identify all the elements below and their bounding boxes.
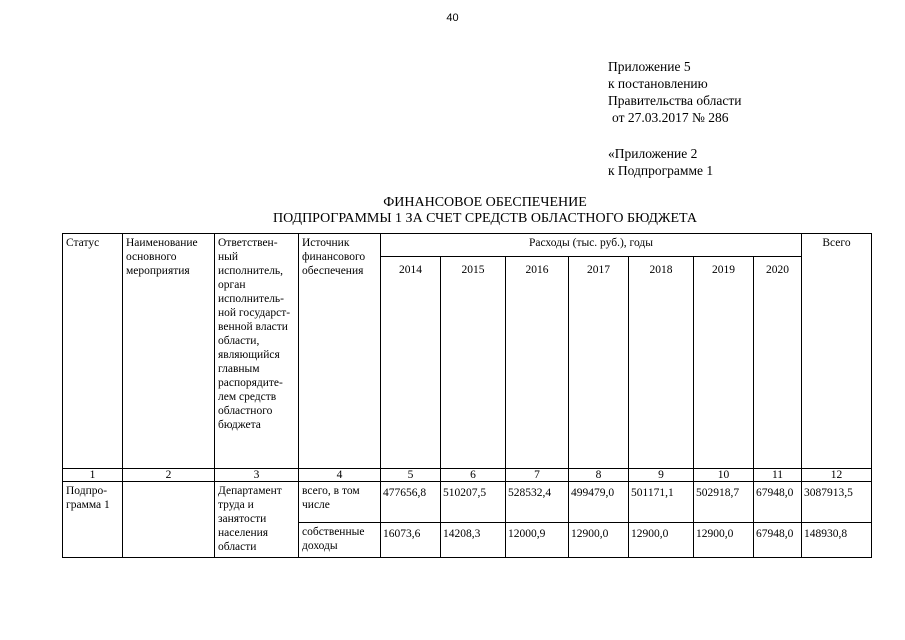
column-number: 5: [381, 469, 441, 482]
appendix-line-1: Приложение 5: [608, 59, 691, 74]
header-status: Статус: [63, 234, 123, 469]
table-row: [63, 482, 872, 523]
name-cell: [123, 482, 215, 558]
value-cell: 16073,6: [381, 523, 441, 558]
title-line-2: ПОДПРОГРАММЫ 1 ЗА СЧЕТ СРЕДСТВ ОБЛАСТНОГО БЮДЖЕТА: [273, 211, 697, 226]
value-cell: 12900,0: [629, 523, 694, 558]
appendix2-line-2: к Подпрограмме 1: [608, 163, 714, 178]
column-number: 4: [299, 469, 381, 482]
header-row-top: [63, 234, 872, 257]
source-cell: всего, в том числе: [299, 482, 381, 523]
value-cell: 12900,0: [694, 523, 754, 558]
value-cell: 510207,5: [441, 482, 506, 523]
appendix2-block: [608, 145, 713, 179]
column-number: 6: [441, 469, 506, 482]
appendix-line-4: от 27.03.2017 № 286: [612, 110, 729, 125]
page-number: 40: [446, 12, 459, 24]
year-cell: 2019: [694, 257, 754, 469]
value-cell: 501171,1: [629, 482, 694, 523]
header-name: Наименование основного мероприятия: [123, 234, 215, 469]
document-title: [200, 195, 770, 227]
column-number: 9: [629, 469, 694, 482]
value-cell: 528532,4: [506, 482, 569, 523]
value-cell: 477656,8: [381, 482, 441, 523]
column-number: 3: [215, 469, 299, 482]
year-cell: 2014: [381, 257, 441, 469]
responsible-cell: Департамент труда и занятости населения области: [215, 482, 299, 558]
value-cell: 502918,7: [694, 482, 754, 523]
title-line-1: ФИНАНСОВОЕ ОБЕСПЕЧЕНИЕ: [383, 195, 587, 210]
value-cell: 499479,0: [569, 482, 629, 523]
appendix-block: [608, 58, 741, 126]
header-total: Всего: [802, 234, 872, 469]
column-number-row: [63, 469, 872, 482]
year-cell: 2017: [569, 257, 629, 469]
value-cell: 14208,3: [441, 523, 506, 558]
source-cell: собственные доходы: [299, 523, 381, 558]
appendix2-line-1: «Приложение 2: [608, 146, 698, 161]
value-cell: 12900,0: [569, 523, 629, 558]
header-source: Источник финансового обеспечения: [299, 234, 381, 469]
column-number: 10: [694, 469, 754, 482]
value-cell: 12000,9: [506, 523, 569, 558]
finance-table: [62, 233, 872, 558]
column-number: 8: [569, 469, 629, 482]
year-cell: 2015: [441, 257, 506, 469]
year-cell: 2018: [629, 257, 694, 469]
total-cell: 148930,8: [802, 523, 872, 558]
value-cell: 67948,0: [754, 482, 802, 523]
column-number: 7: [506, 469, 569, 482]
column-number: 2: [123, 469, 215, 482]
column-number: 12: [802, 469, 872, 482]
appendix-line-3: Правительства области: [608, 93, 742, 108]
total-cell: 3087913,5: [802, 482, 872, 523]
value-cell: 67948,0: [754, 523, 802, 558]
year-cell: 2020: [754, 257, 802, 469]
appendix-line-2: к постановлению: [608, 76, 708, 91]
column-number: 1: [63, 469, 123, 482]
header-expenses: Расходы (тыс. руб.), годы: [381, 234, 802, 257]
column-number: 11: [754, 469, 802, 482]
status-cell: Подпро-грамма 1: [63, 482, 123, 558]
header-responsible: Ответствен-ный исполнитель, орган исполнитель-ной государст-венной власти области, являющийся главным распорядите-лем средств областного бюджета: [215, 234, 299, 469]
year-cell: 2016: [506, 257, 569, 469]
